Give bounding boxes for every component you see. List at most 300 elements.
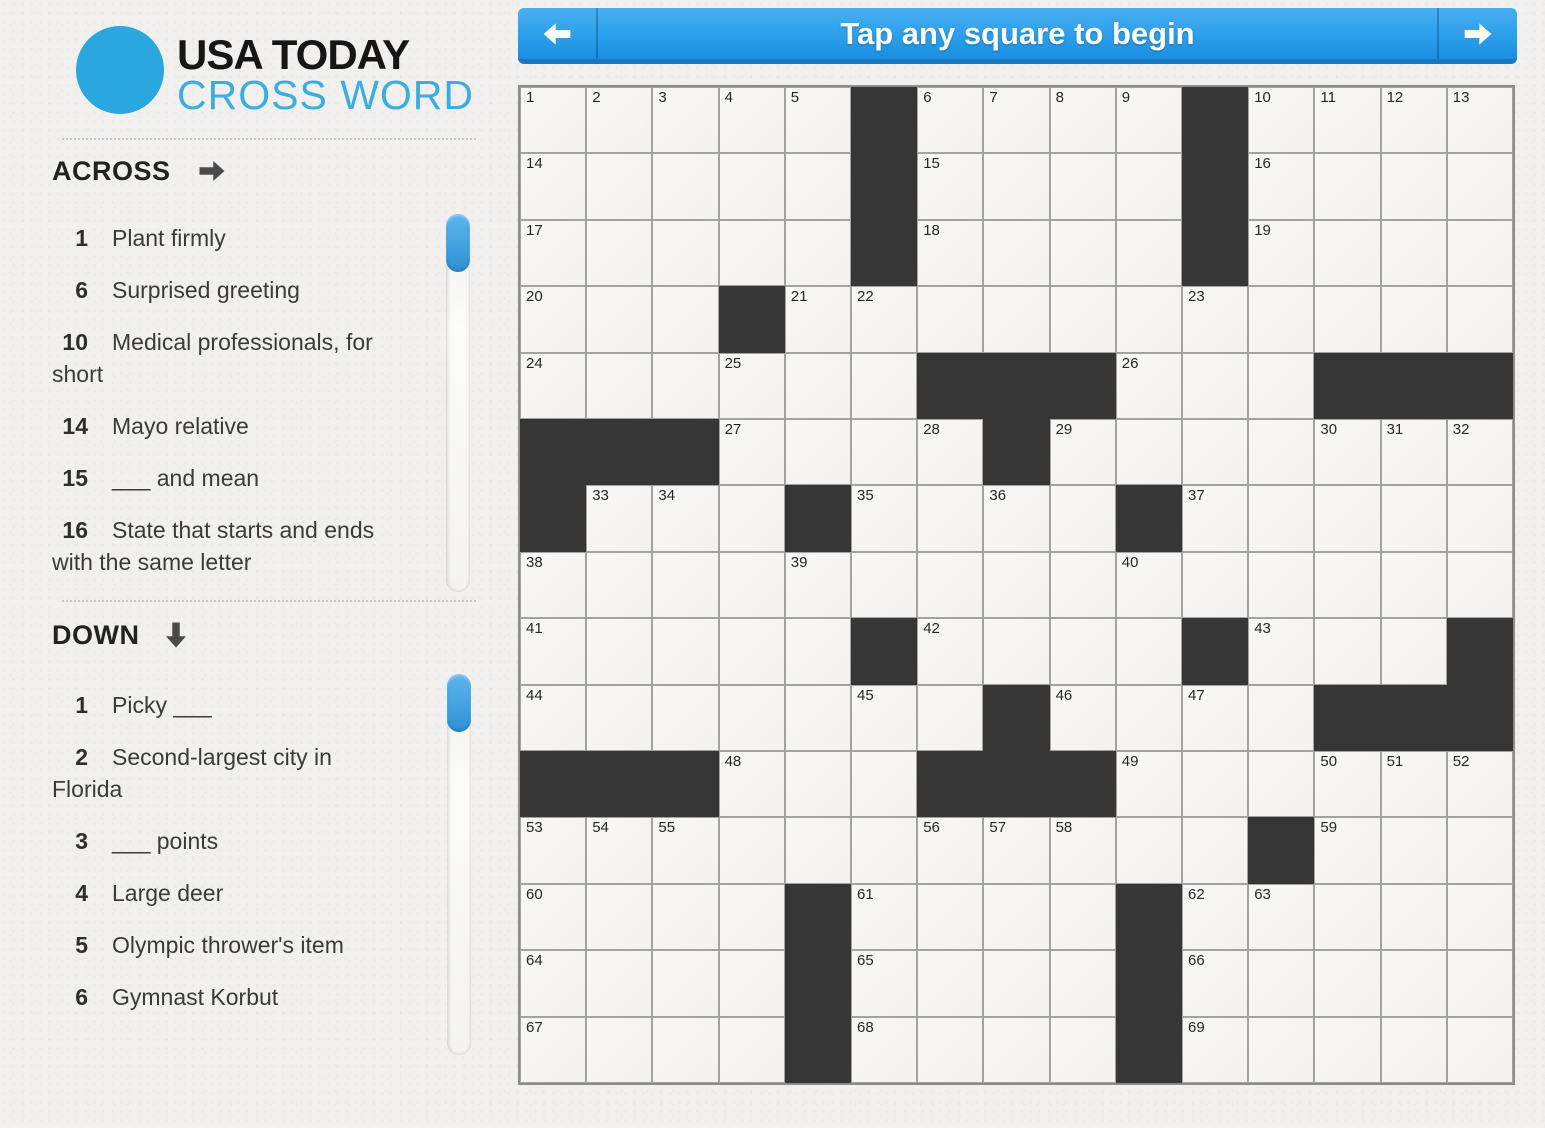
grid-cell[interactable] xyxy=(917,419,983,485)
cell-number: 11 xyxy=(1320,89,1336,106)
black-square xyxy=(917,353,983,419)
clue-number: 15 xyxy=(62,465,88,491)
grid-cell[interactable] xyxy=(1447,950,1513,1016)
grid-cell[interactable] xyxy=(520,1017,586,1083)
grid-cell[interactable] xyxy=(1381,884,1447,950)
cell-number: 27 xyxy=(724,421,742,438)
grid-cell[interactable] xyxy=(1182,353,1248,419)
grid-cell[interactable] xyxy=(1381,950,1447,1016)
grid-cell[interactable] xyxy=(1381,552,1447,618)
clue-item[interactable]: 6 Surprised greeting xyxy=(52,274,392,306)
grid-cell[interactable] xyxy=(983,87,1049,153)
grid-cell[interactable] xyxy=(652,353,718,419)
grid-cell[interactable] xyxy=(586,87,652,153)
grid-cell[interactable] xyxy=(1248,950,1314,1016)
clue-item[interactable]: 5 Olympic thrower's item xyxy=(52,929,392,961)
cell-number: 12 xyxy=(1386,89,1404,106)
right-arrow-icon xyxy=(1462,18,1494,50)
grid-cell[interactable] xyxy=(652,220,718,286)
clue-number: 14 xyxy=(62,413,88,439)
clue-number: 1 xyxy=(75,225,88,251)
grid-cell[interactable] xyxy=(719,685,785,751)
grid-cell[interactable] xyxy=(1314,618,1380,684)
grid-cell[interactable] xyxy=(520,817,586,883)
clue-item[interactable]: 10 Medical professionals, for short xyxy=(52,326,392,390)
grid-cell[interactable] xyxy=(917,87,983,153)
grid-cell[interactable] xyxy=(1314,153,1380,219)
black-square xyxy=(983,419,1049,485)
grid-cell[interactable] xyxy=(785,419,851,485)
grid-cell[interactable] xyxy=(719,1017,785,1083)
grid-cell[interactable] xyxy=(719,353,785,419)
clue-item[interactable]: 3 ___ points xyxy=(52,825,392,857)
grid-cell[interactable] xyxy=(1314,950,1380,1016)
grid-cell[interactable] xyxy=(719,87,785,153)
grid-cell[interactable] xyxy=(1248,1017,1314,1083)
across-header xyxy=(52,155,452,187)
grid-cell[interactable] xyxy=(1248,552,1314,618)
grid-cell[interactable] xyxy=(917,618,983,684)
grid-cell[interactable] xyxy=(719,751,785,817)
grid-cell[interactable] xyxy=(1314,817,1380,883)
down-scrollbar-track[interactable] xyxy=(447,674,471,1055)
grid-cell[interactable] xyxy=(983,1017,1049,1083)
grid-cell[interactable] xyxy=(1116,286,1182,352)
grid-cell[interactable] xyxy=(520,153,586,219)
grid-cell[interactable] xyxy=(983,950,1049,1016)
puzzle-header-bar xyxy=(518,8,1517,64)
grid-cell[interactable] xyxy=(1447,884,1513,950)
black-square xyxy=(520,419,586,485)
clue-item[interactable]: 14 Mayo relative xyxy=(52,410,392,442)
cell-number: 47 xyxy=(1187,686,1205,704)
grid-cell[interactable] xyxy=(1447,485,1513,551)
grid-cell[interactable] xyxy=(1447,817,1513,883)
black-square xyxy=(1447,685,1513,751)
cell-number: 5 xyxy=(790,89,800,106)
black-square xyxy=(586,751,652,817)
logo-text xyxy=(177,31,474,118)
grid-cell[interactable] xyxy=(851,286,917,352)
grid-cell[interactable] xyxy=(1248,685,1314,751)
grid-cell[interactable] xyxy=(586,153,652,219)
grid-cell[interactable] xyxy=(586,485,652,551)
cell-number: 20 xyxy=(526,288,543,306)
grid-cell[interactable] xyxy=(1447,1017,1513,1083)
cell-number: 65 xyxy=(856,952,874,970)
grid-cell[interactable] xyxy=(586,353,652,419)
grid-cell[interactable] xyxy=(785,87,851,153)
grid-cell[interactable] xyxy=(1314,485,1380,551)
down-section xyxy=(52,616,452,1033)
clue-number: 4 xyxy=(75,880,88,906)
cell-number: 51 xyxy=(1386,753,1404,770)
cell-number: 30 xyxy=(1320,421,1338,438)
cell-number: 63 xyxy=(1254,885,1271,903)
cell-number: 69 xyxy=(1187,1018,1205,1036)
cell-number: 23 xyxy=(1187,288,1205,306)
cell-number: 62 xyxy=(1187,885,1205,903)
cell-number: 8 xyxy=(1055,89,1064,106)
grid-cell[interactable] xyxy=(652,1017,718,1083)
grid-cell[interactable] xyxy=(851,1017,917,1083)
cell-number: 22 xyxy=(856,288,874,306)
grid-cell[interactable] xyxy=(586,618,652,684)
cell-number: 43 xyxy=(1254,620,1271,638)
grid-cell[interactable] xyxy=(1248,286,1314,352)
clue-item[interactable]: 16 State that starts and ends with the same letter xyxy=(52,514,392,578)
grid-cell[interactable] xyxy=(1050,685,1116,751)
grid-cell[interactable] xyxy=(520,286,586,352)
grid-cell[interactable] xyxy=(1182,817,1248,883)
cell-number: 54 xyxy=(592,819,609,837)
grid-cell[interactable] xyxy=(1182,751,1248,817)
grid-cell[interactable] xyxy=(1050,884,1116,950)
grid-cell[interactable] xyxy=(1248,153,1314,219)
grid-cell[interactable] xyxy=(1050,485,1116,551)
grid-cell[interactable] xyxy=(1116,419,1182,485)
grid-cell[interactable] xyxy=(851,751,917,817)
grid-cell[interactable] xyxy=(1182,485,1248,551)
grid-cell[interactable] xyxy=(719,419,785,485)
grid-cell[interactable] xyxy=(917,485,983,551)
cell-number: 61 xyxy=(856,885,874,903)
grid-cell[interactable] xyxy=(1447,751,1513,817)
grid-cell[interactable] xyxy=(1248,220,1314,286)
black-square xyxy=(851,220,917,286)
down-header xyxy=(52,616,452,654)
grid-cell[interactable] xyxy=(1381,419,1447,485)
grid-cell[interactable] xyxy=(652,685,718,751)
grid-cell[interactable] xyxy=(1248,485,1314,551)
down-clue-list xyxy=(52,689,392,1013)
clue-item[interactable]: 4 Large deer xyxy=(52,877,392,909)
grid-cell[interactable] xyxy=(1182,1017,1248,1083)
grid-cell[interactable] xyxy=(1248,419,1314,485)
grid-cell[interactable] xyxy=(1050,220,1116,286)
clue-number: 6 xyxy=(75,277,88,303)
grid-cell[interactable] xyxy=(1116,552,1182,618)
cell-number: 55 xyxy=(658,819,676,837)
grid-cell[interactable] xyxy=(520,87,586,153)
grid-cell[interactable] xyxy=(1182,419,1248,485)
grid-cell[interactable] xyxy=(1314,87,1380,153)
grid-cell[interactable] xyxy=(1381,220,1447,286)
grid-cell[interactable] xyxy=(1182,884,1248,950)
grid-cell[interactable] xyxy=(1116,751,1182,817)
grid-cell[interactable] xyxy=(851,552,917,618)
grid-cell[interactable] xyxy=(983,220,1049,286)
grid-cell[interactable] xyxy=(1314,552,1380,618)
black-square xyxy=(1381,353,1447,419)
cell-number: 42 xyxy=(923,620,940,638)
grid-cell[interactable] xyxy=(983,286,1049,352)
grid-cell[interactable] xyxy=(983,552,1049,618)
grid-cell[interactable] xyxy=(586,817,652,883)
grid-cell[interactable] xyxy=(1381,618,1447,684)
black-square xyxy=(719,286,785,352)
clue-number: 16 xyxy=(62,517,88,543)
black-square xyxy=(1182,87,1248,153)
black-square xyxy=(785,485,851,551)
black-square xyxy=(520,751,586,817)
cell-number: 18 xyxy=(923,221,940,239)
grid-cell[interactable] xyxy=(520,618,586,684)
grid-cell[interactable] xyxy=(652,884,718,950)
down-arrow-icon xyxy=(161,616,191,654)
grid-cell[interactable] xyxy=(785,552,851,618)
grid-cell[interactable] xyxy=(1050,950,1116,1016)
next-clue-button[interactable] xyxy=(1437,8,1517,59)
grid-cell[interactable] xyxy=(1314,1017,1380,1083)
grid-cell[interactable] xyxy=(1116,685,1182,751)
grid-cell[interactable] xyxy=(1314,286,1380,352)
grid-cell[interactable] xyxy=(917,220,983,286)
grid-cell[interactable] xyxy=(983,817,1049,883)
grid-cell[interactable] xyxy=(851,353,917,419)
grid-cell[interactable] xyxy=(785,353,851,419)
grid-cell[interactable] xyxy=(652,552,718,618)
black-square xyxy=(983,685,1049,751)
grid-cell[interactable] xyxy=(1447,552,1513,618)
grid-cell[interactable] xyxy=(1447,87,1513,153)
crossword-grid xyxy=(518,85,1515,1085)
grid-cell[interactable] xyxy=(1050,817,1116,883)
black-square xyxy=(1050,751,1116,817)
black-square xyxy=(1182,153,1248,219)
grid-cell[interactable] xyxy=(1314,884,1380,950)
grid-cell[interactable] xyxy=(520,884,586,950)
grid-cell[interactable] xyxy=(851,884,917,950)
black-square xyxy=(652,419,718,485)
grid-cell[interactable] xyxy=(983,884,1049,950)
grid-cell[interactable] xyxy=(1447,220,1513,286)
black-square xyxy=(652,751,718,817)
grid-cell[interactable] xyxy=(1314,751,1380,817)
clue-number: 5 xyxy=(75,932,88,958)
grid-cell[interactable] xyxy=(652,950,718,1016)
grid-cell[interactable] xyxy=(983,485,1049,551)
black-square xyxy=(1314,685,1380,751)
black-square xyxy=(1314,353,1380,419)
black-square xyxy=(1050,353,1116,419)
grid-cell[interactable] xyxy=(719,817,785,883)
grid-cell[interactable] xyxy=(719,950,785,1016)
cell-number: 56 xyxy=(923,819,940,837)
cell-number: 67 xyxy=(526,1018,543,1036)
grid-cell[interactable] xyxy=(917,950,983,1016)
grid-cell[interactable] xyxy=(1050,286,1116,352)
grid-cell[interactable] xyxy=(586,286,652,352)
grid-cell[interactable] xyxy=(851,419,917,485)
grid-cell[interactable] xyxy=(1116,817,1182,883)
cell-number: 29 xyxy=(1055,421,1073,438)
cell-number: 6 xyxy=(923,89,932,106)
grid-cell[interactable] xyxy=(1116,153,1182,219)
grid-cell[interactable] xyxy=(851,950,917,1016)
grid-cell[interactable] xyxy=(1182,286,1248,352)
grid-cell[interactable] xyxy=(520,685,586,751)
grid-cell[interactable] xyxy=(1447,419,1513,485)
grid-cell[interactable] xyxy=(586,220,652,286)
grid-cell[interactable] xyxy=(1050,87,1116,153)
grid-cell[interactable] xyxy=(520,220,586,286)
grid-cell[interactable] xyxy=(520,353,586,419)
grid-cell[interactable] xyxy=(1182,552,1248,618)
grid-cell[interactable] xyxy=(785,286,851,352)
grid-cell[interactable] xyxy=(917,1017,983,1083)
grid-cell[interactable] xyxy=(917,884,983,950)
grid-cell[interactable] xyxy=(1248,884,1314,950)
grid-cell[interactable] xyxy=(719,552,785,618)
cell-number: 13 xyxy=(1452,89,1470,106)
grid-cell[interactable] xyxy=(652,153,718,219)
cell-number: 53 xyxy=(526,819,543,837)
grid-cell[interactable] xyxy=(917,153,983,219)
grid-cell[interactable] xyxy=(1050,419,1116,485)
grid-cell[interactable] xyxy=(1248,87,1314,153)
cell-number: 39 xyxy=(790,553,808,571)
grid-cell[interactable] xyxy=(586,552,652,618)
cell-number: 36 xyxy=(989,487,1007,505)
grid-cell[interactable] xyxy=(785,685,851,751)
black-square xyxy=(1248,817,1314,883)
grid-cell[interactable] xyxy=(1381,751,1447,817)
grid-cell[interactable] xyxy=(586,685,652,751)
grid-cell[interactable] xyxy=(785,220,851,286)
across-scrollbar-track[interactable] xyxy=(446,214,470,592)
grid-cell[interactable] xyxy=(1447,153,1513,219)
cell-number: 35 xyxy=(856,487,874,505)
cell-number: 48 xyxy=(724,753,742,770)
clue-item[interactable]: 1 Picky ___ xyxy=(52,689,392,721)
cell-number: 60 xyxy=(526,885,543,903)
cell-number: 14 xyxy=(526,155,543,173)
cell-number: 40 xyxy=(1121,553,1139,571)
black-square xyxy=(1447,618,1513,684)
grid-cell[interactable] xyxy=(586,1017,652,1083)
grid-cell[interactable] xyxy=(1182,950,1248,1016)
header-message: Tap any square to begin xyxy=(840,15,1195,51)
grid-cell[interactable] xyxy=(917,552,983,618)
grid-cell[interactable] xyxy=(1050,153,1116,219)
black-square xyxy=(785,950,851,1016)
grid-cell[interactable] xyxy=(983,153,1049,219)
grid-cell[interactable] xyxy=(1381,286,1447,352)
grid-cell[interactable] xyxy=(1381,485,1447,551)
cell-number: 7 xyxy=(989,89,998,106)
grid-cell[interactable] xyxy=(917,817,983,883)
grid-cell[interactable] xyxy=(719,220,785,286)
grid-cell[interactable] xyxy=(785,817,851,883)
grid-cell[interactable] xyxy=(851,685,917,751)
grid-cell[interactable] xyxy=(917,286,983,352)
grid-cell[interactable] xyxy=(1248,618,1314,684)
cell-number: 16 xyxy=(1254,155,1271,173)
clue-item[interactable]: 1 Plant firmly xyxy=(52,222,392,254)
usatoday-crossword-logo xyxy=(76,26,474,116)
grid-cell[interactable] xyxy=(719,618,785,684)
grid-cell[interactable] xyxy=(983,618,1049,684)
black-square xyxy=(1116,950,1182,1016)
grid-cell[interactable] xyxy=(652,817,718,883)
cell-number: 1 xyxy=(526,89,535,106)
cell-number: 46 xyxy=(1055,686,1073,704)
grid-cell[interactable] xyxy=(586,884,652,950)
grid-cell[interactable] xyxy=(652,618,718,684)
grid-cell[interactable] xyxy=(586,950,652,1016)
grid-cell[interactable] xyxy=(1381,817,1447,883)
grid-cell[interactable] xyxy=(719,485,785,551)
black-square xyxy=(1182,618,1248,684)
grid-cell[interactable] xyxy=(652,485,718,551)
black-square xyxy=(917,751,983,817)
clue-number: 1 xyxy=(75,692,88,718)
grid-cell[interactable] xyxy=(1050,618,1116,684)
grid-cell[interactable] xyxy=(719,153,785,219)
black-square xyxy=(785,884,851,950)
across-scrollbar-thumb[interactable] xyxy=(446,214,470,272)
cell-number: 37 xyxy=(1187,487,1205,505)
grid-cell[interactable] xyxy=(1050,1017,1116,1083)
grid-cell[interactable] xyxy=(1116,220,1182,286)
cell-number: 34 xyxy=(658,487,676,505)
grid-cell[interactable] xyxy=(785,751,851,817)
cell-number: 25 xyxy=(724,354,742,372)
clue-item[interactable]: 2 Second-largest city in Florida xyxy=(52,741,392,805)
grid-cell[interactable] xyxy=(1314,220,1380,286)
grid-cell[interactable] xyxy=(851,485,917,551)
grid-cell[interactable] xyxy=(1182,685,1248,751)
grid-cell[interactable] xyxy=(520,950,586,1016)
divider xyxy=(62,600,476,602)
grid-cell[interactable] xyxy=(1381,153,1447,219)
cell-number: 31 xyxy=(1386,421,1404,438)
grid-cell[interactable] xyxy=(1116,618,1182,684)
grid-cell[interactable] xyxy=(1248,751,1314,817)
cell-number: 49 xyxy=(1121,753,1139,770)
clue-item[interactable]: 6 Gymnast Korbut xyxy=(52,981,392,1013)
grid-cell[interactable] xyxy=(785,153,851,219)
grid-cell[interactable] xyxy=(1314,419,1380,485)
black-square xyxy=(983,353,1049,419)
black-square xyxy=(520,485,586,551)
prev-clue-button[interactable] xyxy=(518,8,598,59)
grid-cell[interactable] xyxy=(917,685,983,751)
cell-number: 19 xyxy=(1254,221,1271,239)
grid-cell[interactable] xyxy=(1050,552,1116,618)
cell-number: 59 xyxy=(1320,819,1338,837)
grid-cell[interactable] xyxy=(1248,353,1314,419)
clue-item[interactable]: 15 ___ and mean xyxy=(52,462,392,494)
grid-cell[interactable] xyxy=(719,884,785,950)
grid-cell[interactable] xyxy=(1116,353,1182,419)
grid-cell[interactable] xyxy=(652,87,718,153)
cell-number: 24 xyxy=(526,354,543,372)
down-scrollbar-thumb[interactable] xyxy=(447,674,471,732)
grid-cell[interactable] xyxy=(1381,87,1447,153)
grid-cell[interactable] xyxy=(1381,1017,1447,1083)
grid-cell[interactable] xyxy=(1116,87,1182,153)
clue-number: 2 xyxy=(75,744,88,770)
divider xyxy=(62,138,476,140)
grid-cell[interactable] xyxy=(652,286,718,352)
clue-number: 3 xyxy=(75,828,88,854)
grid-cell[interactable] xyxy=(851,817,917,883)
grid-cell[interactable] xyxy=(1447,286,1513,352)
grid-cell[interactable] xyxy=(520,552,586,618)
grid-cell[interactable] xyxy=(785,618,851,684)
